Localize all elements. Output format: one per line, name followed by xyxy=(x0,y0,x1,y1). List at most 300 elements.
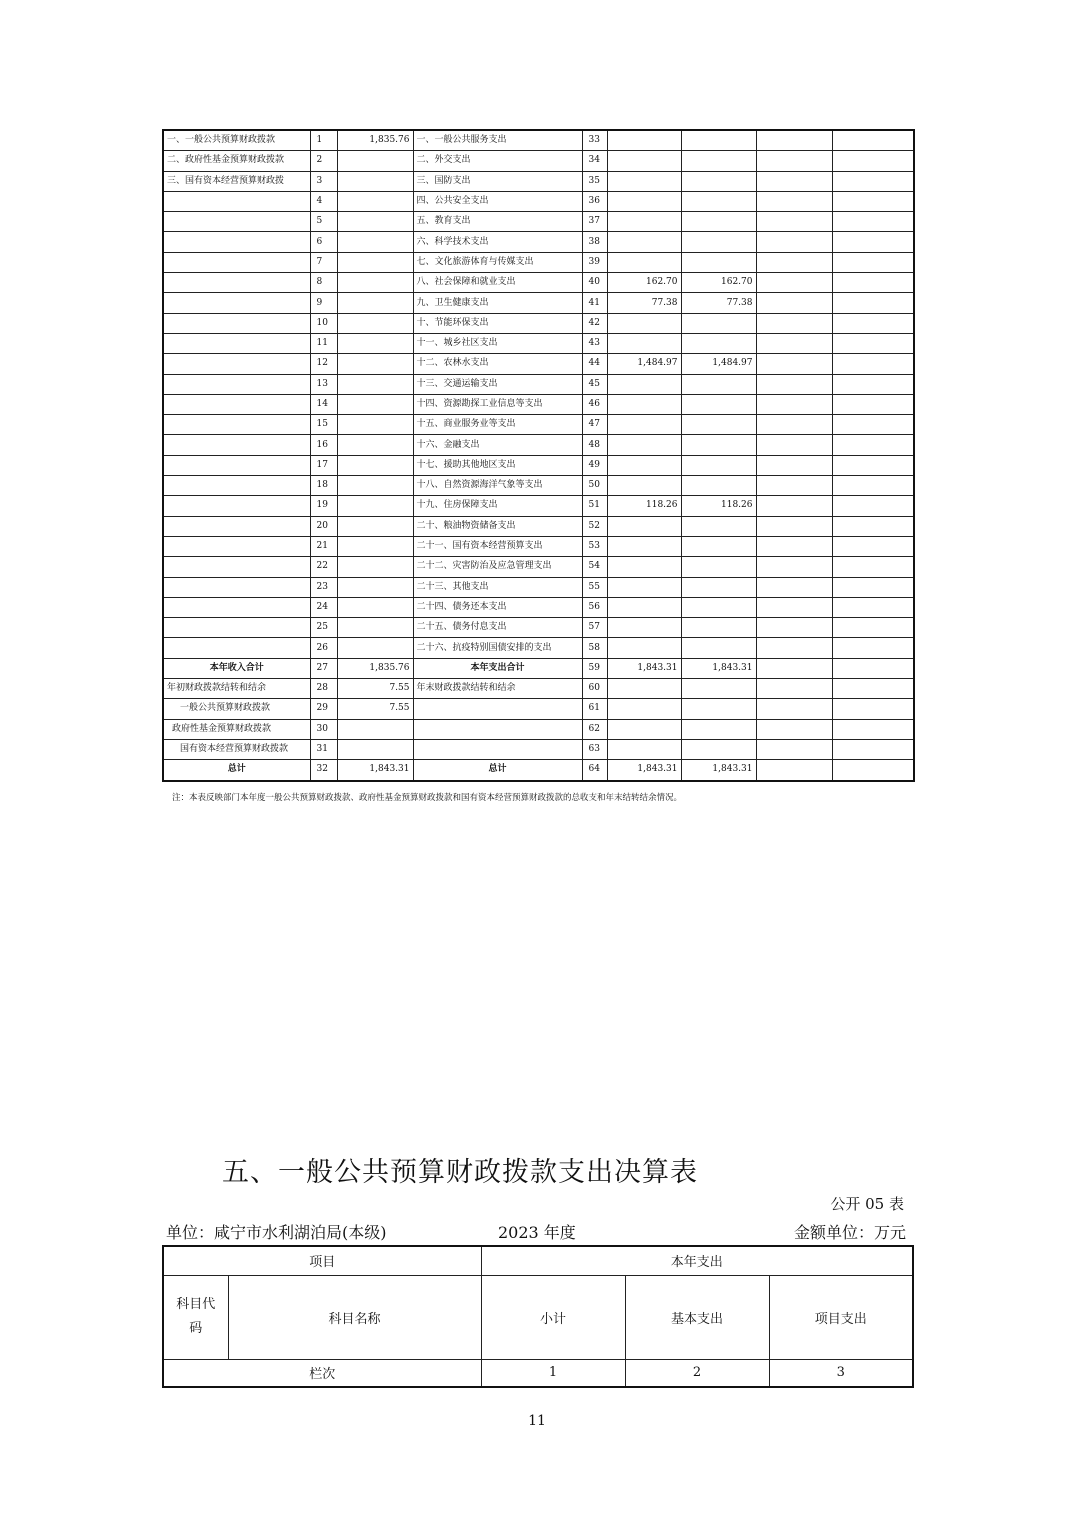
expense-total-cell: 1,484.97 xyxy=(607,354,681,374)
table-row xyxy=(163,597,914,617)
expense-col2-cell xyxy=(681,252,756,272)
row-number-cell: 14 xyxy=(310,394,337,414)
income-cell xyxy=(163,212,310,232)
expense-item-cell: 二、外交支出 xyxy=(413,151,582,171)
income-cell: 本年收入合计 xyxy=(163,658,310,678)
row-number-cell: 63 xyxy=(582,739,607,759)
expense-item-cell: 十五、商业服务业等支出 xyxy=(413,415,582,435)
expense-col2-cell xyxy=(681,212,756,232)
expense-total-cell xyxy=(607,394,681,414)
income-cell xyxy=(163,313,310,333)
row-number-cell: 57 xyxy=(582,618,607,638)
expense-col4-cell xyxy=(832,232,914,252)
amount-cell xyxy=(337,638,413,658)
expense-col2-cell xyxy=(681,699,756,719)
expense-col2-cell xyxy=(681,638,756,658)
expense-item-cell: 二十三、其他支出 xyxy=(413,577,582,597)
expense-col3-cell xyxy=(756,130,832,151)
expense-total-cell xyxy=(607,577,681,597)
expense-col2-cell xyxy=(681,739,756,759)
expense-col4-cell xyxy=(832,679,914,699)
income-cell xyxy=(163,333,310,353)
table-row xyxy=(163,536,914,556)
expense-total-cell: 1,843.31 xyxy=(607,658,681,678)
expense-col3-cell xyxy=(756,597,832,617)
expense-col4-cell xyxy=(832,374,914,394)
expense-total-cell xyxy=(607,333,681,353)
income-cell xyxy=(163,394,310,414)
expense-total-cell xyxy=(607,638,681,658)
section-title: 五、一般公共预算财政拨款支出决算表 xyxy=(222,1157,698,1188)
expenditure-table xyxy=(162,1245,914,1388)
unit-label: 单位：咸宁市水利湖泊局(本级) xyxy=(166,1223,387,1242)
income-cell xyxy=(163,232,310,252)
expense-total-cell xyxy=(607,699,681,719)
income-cell xyxy=(163,455,310,475)
row-number-cell: 2 xyxy=(310,151,337,171)
expense-col3-cell xyxy=(756,232,832,252)
expense-col3-cell xyxy=(756,557,832,577)
table-row xyxy=(163,252,914,272)
expense-col2-cell xyxy=(681,232,756,252)
row-number-cell: 51 xyxy=(582,496,607,516)
row-number-cell: 17 xyxy=(310,455,337,475)
expense-col2-cell: 1,843.31 xyxy=(681,760,756,781)
header-project: 项目 xyxy=(163,1246,481,1275)
expense-total-cell xyxy=(607,476,681,496)
expense-col2-cell: 118.26 xyxy=(681,496,756,516)
expense-total-cell xyxy=(607,455,681,475)
expense-col2-cell xyxy=(681,455,756,475)
income-cell xyxy=(163,638,310,658)
amount-cell xyxy=(337,435,413,455)
row-number-cell: 23 xyxy=(310,577,337,597)
row-number-cell: 52 xyxy=(582,516,607,536)
row-number-cell: 19 xyxy=(310,496,337,516)
table-row xyxy=(163,212,914,232)
expense-item-cell xyxy=(413,739,582,759)
expense-col4-cell xyxy=(832,597,914,617)
expense-col3-cell xyxy=(756,679,832,699)
table-row xyxy=(163,577,914,597)
table-row xyxy=(163,394,914,414)
row-number-cell: 61 xyxy=(582,699,607,719)
expense-col3-cell xyxy=(756,151,832,171)
row-number-cell: 55 xyxy=(582,577,607,597)
col-index-2: 2 xyxy=(625,1359,769,1387)
expense-total-cell: 162.70 xyxy=(607,273,681,293)
expense-item-cell: 二十二、灾害防治及应急管理支出 xyxy=(413,557,582,577)
expense-col4-cell xyxy=(832,333,914,353)
expense-col2-cell: 1,843.31 xyxy=(681,658,756,678)
expense-col3-cell xyxy=(756,739,832,759)
income-cell xyxy=(163,536,310,556)
amount-cell: 1,835.76 xyxy=(337,658,413,678)
expense-total-cell xyxy=(607,536,681,556)
expense-item-cell: 一、一般公共服务支出 xyxy=(413,130,582,151)
expense-col2-cell xyxy=(681,374,756,394)
expense-col4-cell xyxy=(832,191,914,211)
expense-col4-cell xyxy=(832,293,914,313)
expense-item-cell: 十六、金融支出 xyxy=(413,435,582,455)
row-number-cell: 48 xyxy=(582,435,607,455)
income-cell xyxy=(163,577,310,597)
row-number-cell: 44 xyxy=(582,354,607,374)
expense-col4-cell xyxy=(832,476,914,496)
year-label: 2023 年度 xyxy=(498,1223,576,1242)
row-number-cell: 10 xyxy=(310,313,337,333)
amount-cell: 1,835.76 xyxy=(337,130,413,151)
row-number-cell: 41 xyxy=(582,293,607,313)
income-cell xyxy=(163,435,310,455)
expense-col3-cell xyxy=(756,476,832,496)
table-row xyxy=(163,638,914,658)
income-cell xyxy=(163,496,310,516)
row-number-cell: 43 xyxy=(582,333,607,353)
income-cell: 二、政府性基金预算财政拨款 xyxy=(163,151,310,171)
expense-item-cell: 二十五、债务付息支出 xyxy=(413,618,582,638)
table-row xyxy=(163,293,914,313)
row-number-cell: 46 xyxy=(582,394,607,414)
expense-col4-cell xyxy=(832,212,914,232)
amount-cell xyxy=(337,536,413,556)
table-row xyxy=(163,699,914,719)
expense-col4-cell xyxy=(832,130,914,151)
expense-col2-cell xyxy=(681,394,756,414)
expense-item-cell: 十四、资源勘探工业信息等支出 xyxy=(413,394,582,414)
expense-col2-cell xyxy=(681,536,756,556)
amount-cell xyxy=(337,577,413,597)
col-index-1: 1 xyxy=(481,1359,625,1387)
table-row xyxy=(163,658,914,678)
expense-total-cell xyxy=(607,618,681,638)
income-cell xyxy=(163,618,310,638)
table-row xyxy=(163,516,914,536)
row-number-cell: 58 xyxy=(582,638,607,658)
income-cell: 三、国有资本经营预算财政拨 xyxy=(163,171,310,191)
expense-col3-cell xyxy=(756,760,832,781)
expense-item-cell: 本年支出合计 xyxy=(413,658,582,678)
amount-cell xyxy=(337,476,413,496)
amount-cell xyxy=(337,333,413,353)
expense-col3-cell xyxy=(756,536,832,556)
expense-total-cell xyxy=(607,435,681,455)
row-number-cell: 32 xyxy=(310,760,337,781)
row-number-cell: 35 xyxy=(582,171,607,191)
header-basic: 基本支出 xyxy=(625,1275,769,1359)
income-cell: 政府性基金预算财政拨款 xyxy=(163,719,310,739)
amount-cell xyxy=(337,415,413,435)
expense-col4-cell xyxy=(832,496,914,516)
row-number-cell: 36 xyxy=(582,191,607,211)
expense-item-cell xyxy=(413,719,582,739)
income-cell xyxy=(163,415,310,435)
income-cell: 一般公共预算财政拨款 xyxy=(163,699,310,719)
amount-cell xyxy=(337,293,413,313)
table-row xyxy=(163,719,914,739)
header-name: 科目名称 xyxy=(228,1275,481,1359)
income-cell xyxy=(163,597,310,617)
row-number-cell: 12 xyxy=(310,354,337,374)
income-cell xyxy=(163,252,310,272)
expense-col3-cell xyxy=(756,354,832,374)
row-number-cell: 39 xyxy=(582,252,607,272)
row-number-cell: 49 xyxy=(582,455,607,475)
amount-cell xyxy=(337,313,413,333)
row-number-cell: 53 xyxy=(582,536,607,556)
expense-col3-cell xyxy=(756,313,832,333)
income-cell: 年初财政拨款结转和结余 xyxy=(163,679,310,699)
expense-col4-cell xyxy=(832,760,914,781)
expense-col4-cell xyxy=(832,516,914,536)
expense-col4-cell xyxy=(832,252,914,272)
expense-col3-cell xyxy=(756,394,832,414)
amount-cell xyxy=(337,273,413,293)
header-code xyxy=(163,1275,228,1359)
expense-total-cell xyxy=(607,313,681,333)
header-subtotal: 小计 xyxy=(481,1275,625,1359)
expense-col2-cell xyxy=(681,171,756,191)
expense-item-cell: 十八、自然资源海洋气象等支出 xyxy=(413,476,582,496)
expense-col2-cell xyxy=(681,577,756,597)
expense-col3-cell xyxy=(756,496,832,516)
expense-total-cell xyxy=(607,739,681,759)
col-index-label: 栏次 xyxy=(163,1359,481,1387)
amount-cell xyxy=(337,151,413,171)
expense-col4-cell xyxy=(832,435,914,455)
table-row xyxy=(163,130,914,151)
row-number-cell: 31 xyxy=(310,739,337,759)
expense-col2-cell xyxy=(681,618,756,638)
row-number-cell: 11 xyxy=(310,333,337,353)
expense-col3-cell xyxy=(756,455,832,475)
income-cell xyxy=(163,293,310,313)
row-number-cell: 42 xyxy=(582,313,607,333)
table-row xyxy=(163,273,914,293)
amount-cell xyxy=(337,191,413,211)
expense-total-cell xyxy=(607,557,681,577)
expense-col2-cell xyxy=(681,415,756,435)
expense-col3-cell xyxy=(756,415,832,435)
row-number-cell: 4 xyxy=(310,191,337,211)
row-number-cell: 16 xyxy=(310,435,337,455)
table-row xyxy=(163,171,914,191)
expense-total-cell xyxy=(607,171,681,191)
expense-item-cell: 六、科学技术支出 xyxy=(413,232,582,252)
income-cell xyxy=(163,374,310,394)
expense-item-cell: 十二、农林水支出 xyxy=(413,354,582,374)
row-number-cell: 6 xyxy=(310,232,337,252)
row-number-cell: 50 xyxy=(582,476,607,496)
expense-item-cell: 十七、援助其他地区支出 xyxy=(413,455,582,475)
expense-item-cell: 八、社会保障和就业支出 xyxy=(413,273,582,293)
row-number-cell: 29 xyxy=(310,699,337,719)
row-number-cell: 22 xyxy=(310,557,337,577)
amount-cell xyxy=(337,252,413,272)
row-number-cell: 18 xyxy=(310,476,337,496)
form-number: 公开 05 表 xyxy=(830,1195,904,1213)
income-cell xyxy=(163,516,310,536)
expense-item-cell: 七、文化旅游体育与传媒支出 xyxy=(413,252,582,272)
table-row xyxy=(163,739,914,759)
table-row xyxy=(163,333,914,353)
row-number-cell: 25 xyxy=(310,618,337,638)
expense-item-cell: 十九、住房保障支出 xyxy=(413,496,582,516)
expense-col4-cell xyxy=(832,354,914,374)
expense-item-cell: 年末财政拨款结转和结余 xyxy=(413,679,582,699)
expense-col2-cell xyxy=(681,597,756,617)
row-number-cell: 5 xyxy=(310,212,337,232)
amount-cell xyxy=(337,232,413,252)
expense-col3-cell xyxy=(756,638,832,658)
amount-cell xyxy=(337,496,413,516)
table-row xyxy=(163,679,914,699)
expense-col3-cell xyxy=(756,618,832,638)
income-cell xyxy=(163,354,310,374)
expense-col4-cell xyxy=(832,536,914,556)
income-cell: 国有资本经营预算财政拨款 xyxy=(163,739,310,759)
expense-col3-cell xyxy=(756,191,832,211)
income-expenditure-table xyxy=(162,129,915,782)
expense-item-cell: 四、公共安全支出 xyxy=(413,191,582,211)
row-number-cell: 45 xyxy=(582,374,607,394)
row-number-cell: 33 xyxy=(582,130,607,151)
table-row xyxy=(163,374,914,394)
expense-col4-cell xyxy=(832,638,914,658)
expense-col3-cell xyxy=(756,252,832,272)
expense-col4-cell xyxy=(832,658,914,678)
expense-total-cell: 77.38 xyxy=(607,293,681,313)
expense-col4-cell xyxy=(832,273,914,293)
expense-col3-cell xyxy=(756,374,832,394)
expense-col2-cell xyxy=(681,333,756,353)
amount-cell xyxy=(337,618,413,638)
expense-item-cell: 十、节能环保支出 xyxy=(413,313,582,333)
table-row xyxy=(163,415,914,435)
table-row xyxy=(163,435,914,455)
amount-cell xyxy=(337,557,413,577)
income-cell xyxy=(163,191,310,211)
expense-col2-cell xyxy=(681,476,756,496)
income-cell xyxy=(163,557,310,577)
table-row xyxy=(163,476,914,496)
table-row xyxy=(163,455,914,475)
row-number-cell: 59 xyxy=(582,658,607,678)
expense-total-cell xyxy=(607,679,681,699)
row-number-cell: 20 xyxy=(310,516,337,536)
amount-cell: 7.55 xyxy=(337,699,413,719)
expense-col3-cell xyxy=(756,333,832,353)
expense-col4-cell xyxy=(832,577,914,597)
expense-item-cell: 十一、城乡社区支出 xyxy=(413,333,582,353)
expense-col3-cell xyxy=(756,435,832,455)
header-proj-exp: 项目支出 xyxy=(769,1275,913,1359)
expense-item-cell: 二十四、债务还本支出 xyxy=(413,597,582,617)
income-cell xyxy=(163,273,310,293)
expense-col2-cell xyxy=(681,719,756,739)
expense-col2-cell xyxy=(681,516,756,536)
expense-col3-cell xyxy=(756,577,832,597)
expense-total-cell xyxy=(607,719,681,739)
expense-col2-cell: 1,484.97 xyxy=(681,354,756,374)
row-number-cell: 3 xyxy=(310,171,337,191)
row-number-cell: 37 xyxy=(582,212,607,232)
row-number-cell: 34 xyxy=(582,151,607,171)
row-number-cell: 30 xyxy=(310,719,337,739)
table-row xyxy=(163,760,914,781)
page-number: 11 xyxy=(528,1413,546,1429)
expense-col3-cell xyxy=(756,212,832,232)
expense-col2-cell xyxy=(681,130,756,151)
expense-item-cell: 三、国防支出 xyxy=(413,171,582,191)
table-row xyxy=(163,313,914,333)
expense-col3-cell xyxy=(756,699,832,719)
expense-col4-cell xyxy=(832,394,914,414)
expense-col3-cell xyxy=(756,516,832,536)
expense-col3-cell xyxy=(756,719,832,739)
col-index-3: 3 xyxy=(769,1359,913,1387)
expense-col2-cell xyxy=(681,191,756,211)
expense-total-cell xyxy=(607,516,681,536)
table-row xyxy=(163,496,914,516)
expense-col4-cell xyxy=(832,313,914,333)
amount-cell xyxy=(337,374,413,394)
expense-col3-cell xyxy=(756,273,832,293)
amount-cell: 1,843.31 xyxy=(337,760,413,781)
table-row xyxy=(163,557,914,577)
row-number-cell: 1 xyxy=(310,130,337,151)
amount-cell xyxy=(337,516,413,536)
expense-col2-cell: 162.70 xyxy=(681,273,756,293)
expense-item-cell: 五、教育支出 xyxy=(413,212,582,232)
expense-item-cell: 二十、粮油物资储备支出 xyxy=(413,516,582,536)
amount-cell xyxy=(337,212,413,232)
row-number-cell: 47 xyxy=(582,415,607,435)
amount-cell xyxy=(337,354,413,374)
expense-col3-cell xyxy=(756,658,832,678)
row-number-cell: 62 xyxy=(582,719,607,739)
amount-cell xyxy=(337,455,413,475)
table-row xyxy=(163,151,914,171)
row-number-cell: 28 xyxy=(310,679,337,699)
amount-cell xyxy=(337,171,413,191)
row-number-cell: 26 xyxy=(310,638,337,658)
row-number-cell: 56 xyxy=(582,597,607,617)
expense-col2-cell xyxy=(681,679,756,699)
table-row xyxy=(163,191,914,211)
expense-col4-cell xyxy=(832,415,914,435)
expense-col4-cell xyxy=(832,557,914,577)
row-number-cell: 7 xyxy=(310,252,337,272)
expense-total-cell xyxy=(607,212,681,232)
expense-col4-cell xyxy=(832,171,914,191)
expense-col2-cell: 77.38 xyxy=(681,293,756,313)
row-number-cell: 38 xyxy=(582,232,607,252)
amount-unit-label: 金额单位：万元 xyxy=(793,1223,906,1242)
expense-item-cell: 十三、交通运输支出 xyxy=(413,374,582,394)
row-number-cell: 54 xyxy=(582,557,607,577)
row-number-cell: 9 xyxy=(310,293,337,313)
expense-item-cell: 总计 xyxy=(413,760,582,781)
expense-col2-cell xyxy=(681,151,756,171)
amount-cell xyxy=(337,597,413,617)
expense-total-cell xyxy=(607,597,681,617)
expense-col3-cell xyxy=(756,293,832,313)
row-number-cell: 60 xyxy=(582,679,607,699)
amount-cell xyxy=(337,739,413,759)
expense-total-cell xyxy=(607,130,681,151)
expense-col4-cell xyxy=(832,151,914,171)
